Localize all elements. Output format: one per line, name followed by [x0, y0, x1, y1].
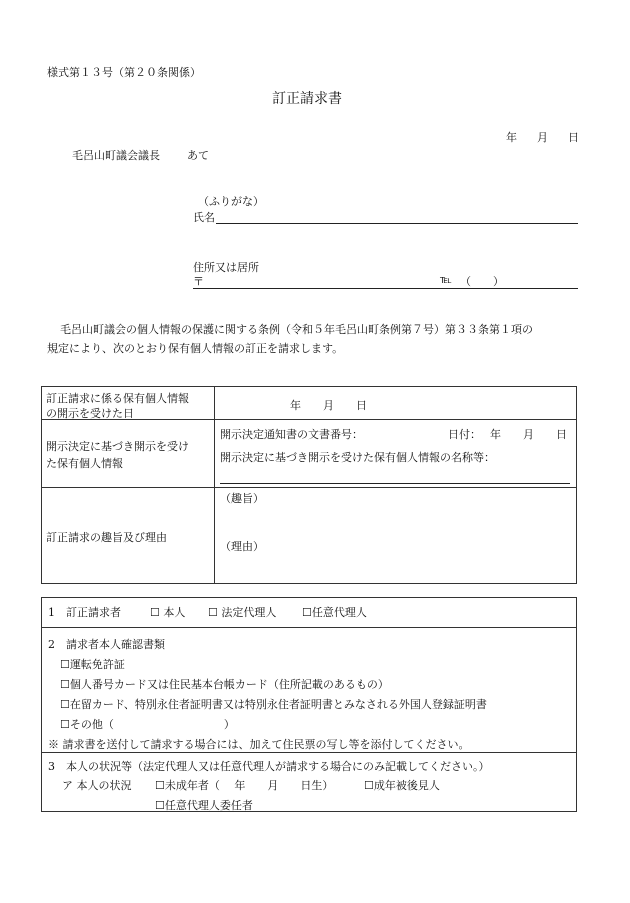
row2-date: 日付： 年 月 日 [448, 428, 567, 441]
section2-item-residence-card[interactable]: ☐在留カード、特別永住者証明書又は特別永住者証明書とみなされる外国人登録証明書 [60, 698, 487, 711]
section1-heading: 1 訂正請求者 [48, 606, 121, 619]
addressee-name: 毛呂山町議会議長 [72, 149, 160, 162]
name-field[interactable] [216, 223, 578, 224]
name-label: 氏名 [193, 211, 215, 224]
section1-opt-self[interactable]: ☐ 本人 [150, 606, 186, 619]
section3-opt-adult-ward[interactable]: ☐成年被後見人 [364, 779, 440, 792]
row2-label-line2: た保有個人情報 [46, 457, 123, 470]
row3-reason[interactable]: （理由） [220, 540, 264, 553]
row2-info-field[interactable] [220, 483, 570, 484]
row3-label: 訂正請求の趣旨及び理由 [46, 531, 167, 544]
row1-label-line1: 訂正請求に係る保有個人情報 [46, 392, 189, 405]
row2-label-line1: 開示決定に基づき開示を受け [46, 440, 189, 453]
section3-opt-agent[interactable]: ☐任意代理人委任者 [155, 799, 253, 812]
page-title: 訂正請求書 [272, 91, 342, 107]
phone-mark: ℡ [440, 273, 452, 286]
intro-line-1: 毛呂山町議会の個人情報の保護に関する条例（令和５年毛呂山町条例第７号）第３３条第１項の [60, 323, 533, 336]
date-day: 日 [568, 131, 579, 144]
form-number: 様式第１３号（第２０条関係） [47, 66, 201, 79]
date-month: 月 [537, 131, 548, 144]
date-year: 年 [506, 131, 517, 144]
row1-value[interactable]: 年 月 日 [290, 399, 367, 412]
section-divider-2 [41, 752, 577, 753]
row3-purpose[interactable]: （趣旨） [220, 492, 264, 505]
section2-item-other[interactable]: ☐その他（ ） [60, 718, 235, 731]
postal-mark: 〒 [193, 275, 204, 288]
row2-doc-number: 開示決定通知書の文書番号： [220, 428, 363, 441]
table-divider-vertical [214, 386, 215, 584]
section2-note: ※ 請求書を送付して請求する場合には、加えて住民票の写し等を添付してください。 [48, 738, 470, 751]
intro-line-2: 規定により、次のとおり保有個人情報の訂正を請求します。 [47, 342, 344, 355]
section3-heading: 3 本人の状況等（法定代理人又は任意代理人が請求する場合にのみ記載してください。） [48, 760, 490, 773]
section2-item-mynumber[interactable]: ☐個人番号カード又は住民基本台帳カード（住所記載のあるもの） [60, 678, 389, 691]
section1-opt-voluntary-agent[interactable]: ☐任意代理人 [302, 606, 367, 619]
address-label: 住所又は居所 [193, 261, 259, 274]
addressee-suffix: あて [187, 149, 209, 162]
section3-label: ア 本人の状況 [62, 779, 132, 792]
row2-info-name: 開示決定に基づき開示を受けた保有個人情報の名称等： [220, 451, 495, 464]
section2-item-license[interactable]: ☐運転免許証 [60, 658, 125, 671]
furigana-label: （ふりがな） [198, 195, 264, 208]
section1-opt-legal-agent[interactable]: ☐ 法定代理人 [208, 606, 277, 619]
phone-paren: （ ） [460, 275, 504, 288]
section3-opt-minor[interactable]: ☐未成年者（ 年 月 日生） [155, 779, 334, 792]
address-field[interactable] [193, 288, 578, 289]
row1-label-line2: の開示を受けた日 [46, 407, 134, 420]
table-divider-row2 [41, 487, 577, 488]
section-divider-1 [41, 627, 577, 628]
section2-heading: 2 請求者本人確認書類 [48, 638, 165, 651]
